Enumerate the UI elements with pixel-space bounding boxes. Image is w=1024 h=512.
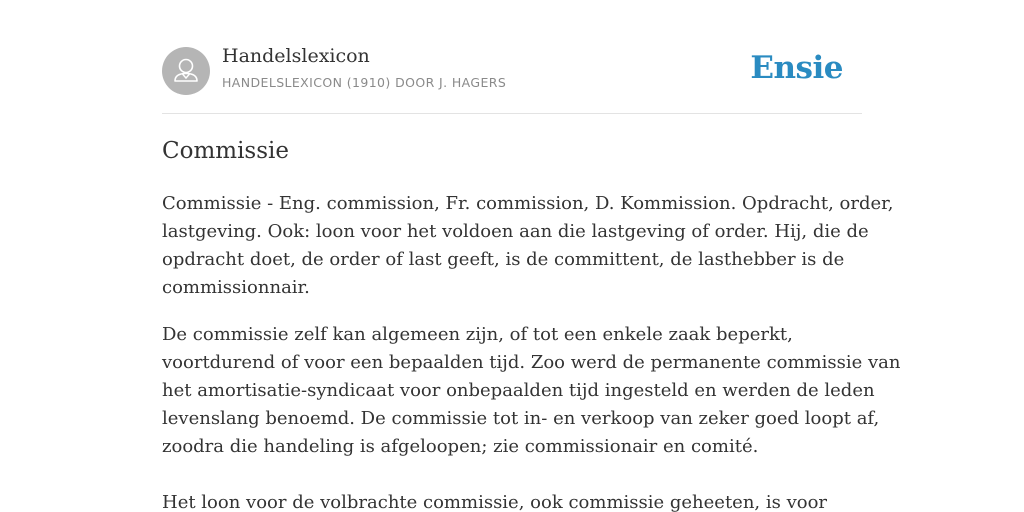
paragraph-scope <box>162 321 901 461</box>
source-title[interactable]: Handelslexicon <box>222 45 370 67</box>
paragraph-line: lastgeving. Ook: loon voor het voldoen aan die lastgeving of order. Hij, die de <box>162 221 869 242</box>
paragraph-line: De commissie zelf kan algemeen zijn, of tot een enkele zaak beperkt, <box>162 324 793 345</box>
paragraph-line: Commissie - Eng. commission, Fr. commission, D. Kommission. Opdracht, order, <box>162 193 894 214</box>
paragraph-line: commissionnair. <box>162 277 310 298</box>
article-body <box>162 190 901 512</box>
source-avatar[interactable] <box>162 47 210 95</box>
source-header <box>162 0 862 114</box>
paragraph-definition <box>162 190 894 302</box>
paragraph-line: voortdurend of voor een bepaalden tijd. Zoo werd de permanente commissie van <box>162 352 901 373</box>
user-silhouette-icon <box>162 47 210 95</box>
article-container <box>162 0 901 512</box>
paragraph-line: het amortisatie-syndicaat voor onbepaalden tijd ingesteld en werden de leden <box>162 380 875 401</box>
source-subtitle: HANDELSLEXICON (1910) DOOR J. HAGERS <box>222 75 507 90</box>
ensie-logo[interactable]: Ensie <box>750 50 843 86</box>
article-title: Commissie <box>162 138 289 164</box>
paragraph-line: Het loon voor de volbrachte commissie, ook commissie geheeten, is voor <box>162 492 828 512</box>
paragraph-line: opdracht doet, de order of last geeft, is de committent, de lasthebber is de <box>162 249 845 270</box>
paragraph-line: levenslang benoemd. De commissie tot in- en verkoop van zeker goed loopt af, <box>162 408 880 429</box>
paragraph-payment <box>162 489 862 512</box>
paragraph-line: zoodra die handeling is afgeloopen; zie commissionair en comité. <box>162 436 759 457</box>
